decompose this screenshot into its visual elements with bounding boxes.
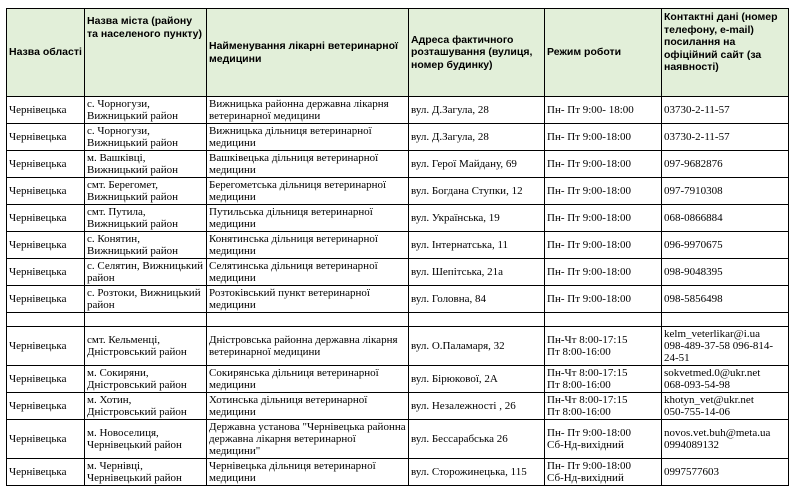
table-row — [7, 151, 789, 178]
hospital-cell — [207, 420, 409, 459]
contacts-cell — [662, 366, 789, 393]
contacts-line: 03730-2-11-57 — [664, 131, 730, 143]
address-cell: вул. О.Паламаря, 32 — [409, 327, 545, 366]
hospital-cell — [207, 393, 409, 420]
city-line: м. Чернівці, — [87, 460, 143, 472]
address-cell: вул. Незалежності , 26 — [409, 393, 545, 420]
city-cell — [85, 259, 207, 286]
hours-line: Пн- Пт 9:00-18:00 — [547, 460, 632, 472]
city-line: Вижницький район — [87, 137, 179, 149]
hospital-cell — [207, 151, 409, 178]
hours-cell — [545, 205, 662, 232]
hospital-line: медицини — [209, 299, 256, 311]
contacts-line: 068-093-54-98 — [664, 379, 730, 391]
hours-line: Пн- Пт 9:00-18:00 — [547, 239, 632, 251]
contacts-cell — [662, 151, 789, 178]
table-row — [7, 393, 789, 420]
region-cell: Чернівецька — [7, 178, 85, 205]
contacts-line: 097-9682876 — [664, 158, 723, 170]
hospital-line: медицини — [209, 245, 256, 257]
hours-line: Пн- Пт 9:00-18:00 — [547, 266, 632, 278]
city-line: Вижницький район — [87, 110, 179, 122]
city-line: Вижницький район — [87, 218, 179, 230]
table-header-row — [7, 9, 789, 97]
city-line: Дністровський район — [87, 346, 187, 358]
hours-cell — [545, 366, 662, 393]
hospital-line: медицини" — [209, 445, 261, 457]
city-cell — [85, 327, 207, 366]
hospital-line: Вижницька дільниця ветеринарної — [209, 125, 372, 137]
city-line: смт. Кельменці, — [87, 334, 161, 346]
hospital-cell — [207, 205, 409, 232]
contacts-line: novos.vet.buh@meta.ua — [664, 427, 771, 439]
hospital-line: медицини — [209, 191, 256, 203]
empty-row — [7, 313, 789, 327]
hours-line: Сб-Нд-вихідний — [547, 439, 624, 451]
hours-line: Пн-Чт 8:00-17:15 — [547, 334, 628, 346]
contacts-line: 03730-2-11-57 — [664, 104, 730, 116]
hours-cell — [545, 97, 662, 124]
contacts-line: 098-9048395 — [664, 266, 723, 278]
city-line: Дністровський район — [87, 379, 187, 391]
hospital-line: Хотинська дільниця ветеринарної — [209, 394, 368, 406]
contacts-line: 097-7910308 — [664, 185, 723, 197]
table-row — [7, 205, 789, 232]
region-cell: Чернівецька — [7, 259, 85, 286]
city-cell — [85, 393, 207, 420]
hospital-cell — [207, 286, 409, 313]
contacts-cell — [662, 205, 789, 232]
hospital-cell — [207, 97, 409, 124]
region-cell: Чернівецька — [7, 286, 85, 313]
hours-line: Пт 8:00-16:00 — [547, 379, 611, 391]
hospital-line: Путильська дільниця ветеринарної — [209, 206, 373, 218]
city-line: с. Чорногузи, — [87, 125, 150, 137]
hospital-cell — [207, 366, 409, 393]
empty-cell — [7, 313, 85, 327]
hospital-line: Селятинська дільниця ветеринарної — [209, 260, 378, 272]
table-gap — [7, 313, 789, 327]
contacts-cell — [662, 124, 789, 151]
address-cell: вул. Бессарабська 26 — [409, 420, 545, 459]
hospital-cell — [207, 232, 409, 259]
empty-cell — [662, 313, 789, 327]
contacts-line: 050-755-14-06 — [664, 406, 730, 418]
contacts-line: 068-0866884 — [664, 212, 723, 224]
hours-line: Пн- Пт 9:00-18:00 — [547, 427, 632, 439]
city-line: смт. Путила, — [87, 206, 146, 218]
contacts-cell — [662, 393, 789, 420]
region-cell: Чернівецька — [7, 151, 85, 178]
address-cell: вул. Сторожинецька, 115 — [409, 459, 545, 486]
hospital-cell — [207, 327, 409, 366]
region-cell: Чернівецька — [7, 327, 85, 366]
address-cell: вул. Шепітська, 21а — [409, 259, 545, 286]
contacts-line: kelm_veterlikar@i.ua — [664, 328, 760, 340]
empty-cell — [545, 313, 662, 327]
table-row — [7, 327, 789, 366]
hours-line: Пн- Пт 9:00- 18:00 — [547, 104, 634, 116]
contacts-cell — [662, 420, 789, 459]
hours-line: Пн- Пт 9:00-18:00 — [547, 212, 632, 224]
city-line: район — [87, 299, 115, 311]
hours-cell — [545, 232, 662, 259]
table-row — [7, 366, 789, 393]
hospital-line: медицини — [209, 218, 256, 230]
city-line: Чернівецький район — [87, 439, 182, 451]
hours-line: Пн-Чт 8:00-17:15 — [547, 367, 628, 379]
address-cell: вул. Д.Загула, 28 — [409, 124, 545, 151]
header-region: Назва області — [7, 9, 85, 97]
table-row — [7, 420, 789, 459]
hospital-line: медицини — [209, 472, 256, 484]
contacts-line: khotyn_vet@ukr.net — [664, 394, 754, 406]
city-line: Вижницький район — [87, 164, 179, 176]
hours-cell — [545, 393, 662, 420]
hours-cell — [545, 124, 662, 151]
city-line: с. Розтоки, Вижницький — [87, 287, 201, 299]
hospital-line: медицини — [209, 379, 256, 391]
header-address: Адреса фактичного розташування (вулиця, номер будинку) — [409, 9, 545, 97]
city-line: с. Селятин, Вижницький — [87, 260, 203, 272]
hospital-line: державна лікарня ветеринарної — [209, 433, 356, 445]
hospital-line: Розтоківський пункт ветеринарної — [209, 287, 370, 299]
city-line: м. Новоселиця, — [87, 427, 159, 439]
hours-cell — [545, 286, 662, 313]
table-row — [7, 97, 789, 124]
contacts-line: 098-5856498 — [664, 293, 723, 305]
contacts-cell — [662, 327, 789, 366]
header-city: Назва міста (району та населеного пункту) — [85, 9, 207, 97]
city-line: Чернівецький район — [87, 472, 182, 484]
city-line: м. Сокиряни, — [87, 367, 149, 379]
table-body-dnistrovskyi-chernivtsi — [7, 327, 789, 486]
hours-line: Пн- Пт 9:00-18:00 — [547, 293, 632, 305]
region-cell: Чернівецька — [7, 393, 85, 420]
hospital-line: Державна установа "Чернівецька районна — [209, 421, 406, 433]
city-cell — [85, 286, 207, 313]
city-cell — [85, 420, 207, 459]
hospital-line: Чернівецька дільниця ветеринарної — [209, 460, 376, 472]
hours-line: Пн- Пт 9:00-18:00 — [547, 185, 632, 197]
hospital-line: медицини — [209, 164, 256, 176]
region-cell: Чернівецька — [7, 232, 85, 259]
hospital-cell — [207, 259, 409, 286]
city-cell — [85, 124, 207, 151]
header-contacts: Контактні дані (номер телефону, e-mail) посилання на офіційний сайт (за наявності) — [662, 9, 789, 97]
city-line: смт. Берегомет, — [87, 179, 159, 191]
contacts-cell — [662, 459, 789, 486]
city-line: м. Вашківці, — [87, 152, 146, 164]
address-cell: вул. Герої Майдану, 69 — [409, 151, 545, 178]
contacts-cell — [662, 259, 789, 286]
city-cell — [85, 459, 207, 486]
contacts-line: 24-51 — [664, 352, 690, 364]
table-row — [7, 459, 789, 486]
table-row — [7, 178, 789, 205]
hospital-line: ветеринарної медицини — [209, 110, 321, 122]
address-cell: вул. Богдана Ступки, 12 — [409, 178, 545, 205]
hospital-cell — [207, 124, 409, 151]
contacts-line: 096-9970675 — [664, 239, 723, 251]
city-line: Вижницький район — [87, 245, 179, 257]
region-cell: Чернівецька — [7, 97, 85, 124]
contacts-line: 098-489-37-58 096-814- — [664, 340, 774, 352]
hours-cell — [545, 178, 662, 205]
city-line: Дністровський район — [87, 406, 187, 418]
hospital-line: Дністровська районна державна лікарня — [209, 334, 398, 346]
city-cell — [85, 97, 207, 124]
contacts-line: sokvetmed.0@ukr.net — [664, 367, 761, 379]
contacts-line: 0997577603 — [664, 466, 719, 478]
hours-line: Пт 8:00-16:00 — [547, 406, 611, 418]
empty-cell — [409, 313, 545, 327]
city-line: район — [87, 272, 115, 284]
contacts-cell — [662, 232, 789, 259]
city-cell — [85, 366, 207, 393]
hours-line: Пн- Пт 9:00-18:00 — [547, 158, 632, 170]
city-cell — [85, 151, 207, 178]
city-line: м. Хотин, — [87, 394, 132, 406]
hospital-line: медицини — [209, 137, 256, 149]
region-cell: Чернівецька — [7, 124, 85, 151]
empty-cell — [207, 313, 409, 327]
address-cell: вул. Головна, 84 — [409, 286, 545, 313]
header-hours: Режим роботи — [545, 9, 662, 97]
table-row — [7, 259, 789, 286]
address-cell: вул. Д.Загула, 28 — [409, 97, 545, 124]
region-cell: Чернівецька — [7, 205, 85, 232]
city-cell — [85, 205, 207, 232]
hospital-cell — [207, 459, 409, 486]
hours-cell — [545, 327, 662, 366]
hours-line: Пн- Пт 9:00-18:00 — [547, 131, 632, 143]
empty-cell — [85, 313, 207, 327]
address-cell: вул. Інтернатська, 11 — [409, 232, 545, 259]
region-cell: Чернівецька — [7, 459, 85, 486]
table-row — [7, 286, 789, 313]
vet-hospitals-table — [6, 8, 789, 486]
contacts-cell — [662, 178, 789, 205]
address-cell: вул. Українська, 19 — [409, 205, 545, 232]
city-line: с. Конятин, — [87, 233, 140, 245]
hospital-line: Берегометська дільниця ветеринарної — [209, 179, 387, 191]
region-cell: Чернівецька — [7, 420, 85, 459]
table-body-vyzhnytsia — [7, 97, 789, 313]
hospital-line: Вижницька районна державна лікарня — [209, 98, 389, 110]
hospital-cell — [207, 178, 409, 205]
hours-line: Пт 8:00-16:00 — [547, 346, 611, 358]
hospital-line: Конятинська дільниця ветеринарної — [209, 233, 378, 245]
contacts-line: 0994089132 — [664, 439, 719, 451]
contacts-cell — [662, 97, 789, 124]
region-cell: Чернівецька — [7, 366, 85, 393]
header-hospital: Найменування лікарні ветеринарної медицини — [207, 9, 409, 97]
city-line: с. Чорногузи, — [87, 98, 150, 110]
hospital-line: медицини — [209, 272, 256, 284]
address-cell: вул. Бірюкової, 2А — [409, 366, 545, 393]
hospital-line: Сокирянська дільниця ветеринарної — [209, 367, 379, 379]
hospital-line: Вашківецька дільниця ветеринарної — [209, 152, 379, 164]
hours-cell — [545, 459, 662, 486]
hours-line: Сб-Нд-вихідний — [547, 472, 624, 484]
city-cell — [85, 178, 207, 205]
table-row — [7, 232, 789, 259]
hours-cell — [545, 420, 662, 459]
hospital-line: ветеринарної медицини — [209, 346, 321, 358]
contacts-cell — [662, 286, 789, 313]
hours-cell — [545, 151, 662, 178]
city-cell — [85, 232, 207, 259]
city-line: Вижницький район — [87, 191, 179, 203]
hospital-line: медицини — [209, 406, 256, 418]
table-row — [7, 124, 789, 151]
hours-cell — [545, 259, 662, 286]
hours-line: Пн-Чт 8:00-17:15 — [547, 394, 628, 406]
